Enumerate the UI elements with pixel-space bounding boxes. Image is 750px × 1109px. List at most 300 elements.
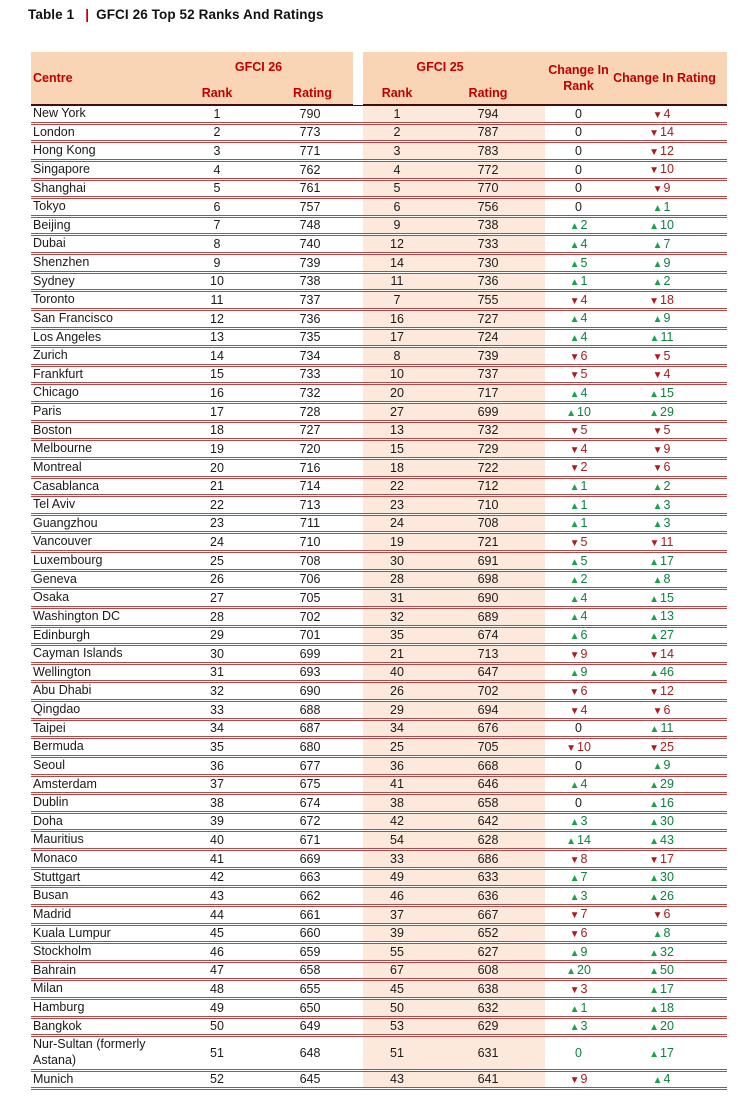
gfci25-rating-cell: 727 <box>443 309 545 328</box>
gfci25-rank-cell: 33 <box>363 850 443 869</box>
gfci26-rank-cell: 35 <box>210 739 224 754</box>
gfci25-rank-cell: 18 <box>363 458 443 477</box>
change-in-rank-cell <box>545 570 612 589</box>
gfci25-rank-cell: 21 <box>363 645 443 664</box>
change-in-rating-cell <box>612 607 727 626</box>
centre-cell: Casablanca <box>33 478 100 493</box>
header-change-in-rank: Change In Rank <box>545 52 612 105</box>
up-arrow-icon: ▲ <box>649 984 659 996</box>
centre-cell: Beijing <box>33 217 71 232</box>
change-value: 20 <box>660 1019 674 1034</box>
gfci25-rating-cell: 652 <box>443 924 545 943</box>
centre-cell: New York <box>33 106 86 120</box>
change-value: 27 <box>660 628 674 643</box>
change-value: 6 <box>663 907 671 922</box>
header-column-gap <box>353 52 363 105</box>
up-arrow-icon: ▲ <box>569 1003 580 1015</box>
gfci25-rank-cell: 16 <box>363 309 443 328</box>
change-value: 6 <box>580 628 588 643</box>
change-value: 9 <box>580 1072 588 1087</box>
table-row <box>31 682 727 701</box>
up-arrow-icon: ▲ <box>652 519 663 531</box>
gfci26-rank-cell: 37 <box>210 777 224 792</box>
gfci25-rank-cell: 3 <box>363 142 443 161</box>
change-in-rank-cell <box>545 868 612 887</box>
gfci26-rating-cell: 671 <box>299 833 321 847</box>
centre-cell: Seoul <box>33 757 65 772</box>
change-value: 3 <box>580 814 588 829</box>
centre-cell: Amsterdam <box>33 776 97 791</box>
down-arrow-icon: ▼ <box>649 537 660 549</box>
gfci25-rank-cell: 42 <box>363 812 443 831</box>
centre-cell: San Francisco <box>33 310 113 325</box>
change-in-rating-cell <box>612 682 727 701</box>
gfci25-rating-cell: 690 <box>443 589 545 608</box>
gfci25-rating-cell: 658 <box>443 794 545 813</box>
change-in-rank-cell <box>545 272 612 291</box>
gfci25-rank-cell: 43 <box>363 1070 443 1089</box>
centre-cell: Taipei <box>33 720 66 735</box>
gfci25-rating-cell: 729 <box>443 440 545 459</box>
change-value: 4 <box>580 311 588 326</box>
gfci25-rank-cell: 15 <box>363 440 443 459</box>
change-value: 4 <box>580 385 588 400</box>
change-value: 9 <box>663 255 671 270</box>
change-in-rating-cell <box>612 812 727 831</box>
change-value: 4 <box>580 292 588 307</box>
change-in-rank-cell <box>545 850 612 869</box>
centre-cell: Dubai <box>33 236 66 251</box>
gfci26-rating-cell: 661 <box>299 907 321 922</box>
up-arrow-icon: ▲ <box>649 780 659 792</box>
table-row <box>31 905 727 924</box>
up-arrow-icon: ▲ <box>649 835 659 847</box>
gfci25-rating-cell: 702 <box>443 682 545 701</box>
gfci26-rating-cell: 736 <box>299 311 321 326</box>
change-in-rank-cell <box>545 719 612 738</box>
change-value: 12 <box>660 143 674 158</box>
change-value: 1 <box>580 479 588 494</box>
down-arrow-icon: ▼ <box>649 128 659 140</box>
change-in-rating-cell <box>612 421 727 440</box>
change-in-rank-cell <box>545 980 612 999</box>
change-value: 0 <box>575 125 582 140</box>
change-value: 10 <box>660 218 674 233</box>
change-in-rating-cell <box>612 887 727 906</box>
gfci26-rank-cell: 15 <box>210 367 224 382</box>
change-value: 26 <box>660 888 674 903</box>
gfci25-rating-cell: 608 <box>443 961 545 980</box>
table-body <box>31 105 727 1089</box>
change-value: 0 <box>575 795 582 810</box>
change-value: 9 <box>663 758 671 773</box>
table-row <box>31 160 727 179</box>
gfci25-rating-cell: 710 <box>443 496 545 515</box>
centre-cell: Montreal <box>33 459 82 474</box>
centre-cell: Shenzhen <box>33 255 90 269</box>
centre-cell: Zurich <box>33 348 68 363</box>
gfci25-rating-cell: 632 <box>443 999 545 1018</box>
up-arrow-icon: ▲ <box>569 482 580 494</box>
gfci25-rank-cell: 23 <box>363 496 443 515</box>
change-in-rank-cell <box>545 887 612 906</box>
change-value: 10 <box>660 162 674 177</box>
gfci26-rating-cell: 663 <box>299 870 321 885</box>
change-in-rank-cell <box>545 999 612 1018</box>
change-in-rating-cell <box>612 645 727 664</box>
change-value: 3 <box>580 888 588 903</box>
up-arrow-icon: ▲ <box>649 947 659 959</box>
centre-cell: Los Angeles <box>33 329 102 344</box>
change-in-rating-cell <box>612 235 727 254</box>
table-row <box>31 328 727 347</box>
centre-cell: Singapore <box>33 161 90 176</box>
change-in-rating-cell <box>612 831 727 850</box>
up-arrow-icon: ▲ <box>652 277 663 289</box>
gfci25-rank-cell: 1 <box>363 105 443 123</box>
up-arrow-icon: ▲ <box>569 575 580 587</box>
centre-cell: Hong Kong <box>33 143 96 158</box>
gfci26-rating-cell: 674 <box>299 795 321 810</box>
gfci26-rating-cell: 705 <box>299 590 321 605</box>
gfci26-rating-cell: 702 <box>299 609 321 624</box>
centre-cell: Busan <box>33 888 69 903</box>
change-in-rating-cell <box>612 701 727 720</box>
change-value: 14 <box>660 646 674 661</box>
up-arrow-icon: ▲ <box>652 500 663 512</box>
gfci25-rank-cell: 35 <box>363 626 443 645</box>
change-value: 9 <box>580 665 588 680</box>
change-in-rank-cell <box>545 831 612 850</box>
up-arrow-icon: ▲ <box>649 631 659 643</box>
gfci25-rating-cell: 691 <box>443 552 545 571</box>
header-gfci26-rating: Rating <box>262 82 363 105</box>
up-arrow-icon: ▲ <box>569 333 580 345</box>
gfci26-rating-cell: 660 <box>299 926 321 941</box>
gfci25-rank-cell: 30 <box>363 552 443 571</box>
gfci26-rating-cell: 711 <box>300 516 320 531</box>
gfci25-rank-cell: 37 <box>363 905 443 924</box>
gfci26-rank-cell: 34 <box>210 721 224 736</box>
change-in-rank-cell <box>545 365 612 384</box>
change-value: 5 <box>580 553 588 568</box>
change-value: 0 <box>575 162 582 177</box>
change-value: 6 <box>580 348 588 363</box>
gfci25-rank-cell: 20 <box>363 384 443 403</box>
table-row <box>31 1017 727 1036</box>
change-in-rating-cell <box>612 272 727 291</box>
gfci26-rank-cell: 36 <box>210 758 224 773</box>
change-in-rating-cell <box>612 384 727 403</box>
down-arrow-icon: ▼ <box>652 370 663 382</box>
gfci25-rating-cell: 627 <box>443 943 545 962</box>
change-value: 14 <box>577 832 591 847</box>
table-row <box>31 738 727 757</box>
gfci25-rank-cell: 41 <box>363 775 443 794</box>
gfci25-rank-cell: 28 <box>363 570 443 589</box>
change-value: 1 <box>580 1000 588 1015</box>
gfci26-rank-cell: 45 <box>210 926 224 941</box>
centre-cell: Luxembourg <box>33 553 103 567</box>
gfci25-rating-cell: 628 <box>443 831 545 850</box>
down-arrow-icon: ▼ <box>649 742 659 754</box>
up-arrow-icon: ▲ <box>569 780 580 792</box>
gfci25-rating-cell: 721 <box>443 533 545 552</box>
change-value: 30 <box>660 870 674 885</box>
gfci25-rank-cell: 40 <box>363 663 443 682</box>
gfci25-rating-cell: 667 <box>443 905 545 924</box>
gfci26-rating-cell: 687 <box>299 721 321 736</box>
down-arrow-icon: ▼ <box>569 463 580 475</box>
gfci25-rank-cell: 8 <box>363 347 443 366</box>
gfci26-rating-cell: 739 <box>299 255 321 270</box>
gfci26-rank-cell: 41 <box>210 851 224 866</box>
table-row <box>31 980 727 999</box>
change-in-rank-cell <box>545 347 612 366</box>
change-in-rank-cell <box>545 1017 612 1036</box>
gfci25-rating-cell: 646 <box>443 775 545 794</box>
gfci26-rank-cell: 32 <box>210 684 224 698</box>
table-row <box>31 496 727 515</box>
table-row <box>31 272 727 291</box>
table-row <box>31 533 727 552</box>
down-arrow-icon: ▼ <box>652 109 663 121</box>
change-in-rating-cell <box>612 719 727 738</box>
gfci25-rating-cell: 631 <box>443 1036 545 1071</box>
change-in-rating-cell <box>612 1017 727 1036</box>
change-in-rank-cell <box>545 291 612 310</box>
gfci26-rating-cell: 693 <box>299 665 321 680</box>
down-arrow-icon: ▼ <box>569 984 580 996</box>
change-in-rank-cell <box>545 198 612 217</box>
gfci25-rating-cell: 770 <box>443 179 545 198</box>
up-arrow-icon: ▲ <box>569 239 580 251</box>
change-value: 17 <box>660 981 674 996</box>
down-arrow-icon: ▼ <box>652 705 663 717</box>
centre-cell: Nur-Sultan (formerly Astana) <box>33 1037 146 1067</box>
gfci26-rating-cell: 659 <box>299 944 321 959</box>
table-row <box>31 961 727 980</box>
down-arrow-icon: ▼ <box>569 444 580 456</box>
centre-cell: Edinburgh <box>33 627 90 642</box>
up-arrow-icon: ▲ <box>569 668 580 680</box>
table-row <box>31 179 727 198</box>
gfci26-rating-cell: 701 <box>299 628 321 643</box>
gfci26-rating-cell: 735 <box>299 330 321 345</box>
change-value: 10 <box>577 404 591 419</box>
centre-cell: Monaco <box>33 851 78 865</box>
change-in-rating-cell <box>612 663 727 682</box>
up-arrow-icon: ▲ <box>649 556 659 568</box>
gfci25-rating-cell: 629 <box>443 1017 545 1036</box>
change-value: 7 <box>663 236 671 251</box>
change-value: 5 <box>580 255 588 270</box>
table-row <box>31 552 727 571</box>
table-row <box>31 458 727 477</box>
table-header <box>31 52 727 105</box>
gfci25-rank-cell: 2 <box>363 123 443 142</box>
gfci26-rank-cell: 18 <box>210 423 224 438</box>
down-arrow-icon: ▼ <box>649 295 659 307</box>
change-value: 4 <box>580 609 588 624</box>
up-arrow-icon: ▲ <box>649 1048 659 1060</box>
gfci25-rank-cell: 29 <box>363 701 443 720</box>
gfci25-rating-cell: 668 <box>443 756 545 775</box>
gfci26-rank-cell: 22 <box>210 497 224 512</box>
change-value: 9 <box>580 944 588 959</box>
centre-cell: Shanghai <box>33 180 86 195</box>
change-in-rank-cell <box>545 514 612 533</box>
change-value: 2 <box>580 572 588 587</box>
gfci26-rating-cell: 720 <box>299 441 321 456</box>
gfci25-rating-cell: 736 <box>443 272 545 291</box>
gfci26-rank-cell: 44 <box>210 907 224 922</box>
gfci25-rank-cell: 24 <box>363 514 443 533</box>
change-value: 1 <box>580 497 588 512</box>
gfci26-rating-cell: 680 <box>299 739 321 754</box>
up-arrow-icon: ▲ <box>649 1003 659 1015</box>
change-value: 4 <box>663 106 671 121</box>
gfci25-rank-cell: 54 <box>363 831 443 850</box>
table-row <box>31 924 727 943</box>
table-row <box>31 645 727 664</box>
down-arrow-icon: ▼ <box>649 649 659 661</box>
table-row <box>31 1036 727 1071</box>
gfci26-rank-cell: 49 <box>210 1000 224 1015</box>
gfci25-rank-cell: 55 <box>363 943 443 962</box>
change-value: 6 <box>580 683 588 698</box>
change-in-rank-cell <box>545 943 612 962</box>
down-arrow-icon: ▼ <box>652 910 663 922</box>
change-value: 18 <box>660 1000 674 1015</box>
change-value: 15 <box>660 590 674 605</box>
gfci25-rank-cell: 7 <box>363 291 443 310</box>
change-value: 6 <box>663 460 671 475</box>
change-in-rating-cell <box>612 514 727 533</box>
gfci25-rating-cell: 724 <box>443 328 545 347</box>
change-in-rank-cell <box>545 738 612 757</box>
centre-cell: Tokyo <box>33 199 66 214</box>
change-value: 3 <box>663 516 671 531</box>
change-in-rank-cell <box>545 235 612 254</box>
gfci26-rank-cell: 27 <box>210 590 224 605</box>
table-row <box>31 309 727 328</box>
change-value: 14 <box>660 125 674 140</box>
up-arrow-icon: ▲ <box>649 966 659 978</box>
ranks-table <box>31 52 727 1090</box>
gfci26-rank-cell: 28 <box>210 609 224 624</box>
up-arrow-icon: ▲ <box>569 612 580 624</box>
change-value: 17 <box>660 553 674 568</box>
table-row <box>31 570 727 589</box>
gfci25-rating-cell: 787 <box>443 123 545 142</box>
change-in-rating-cell <box>612 403 727 422</box>
gfci25-rating-cell: 674 <box>443 626 545 645</box>
gfci25-rank-cell: 12 <box>363 235 443 254</box>
centre-cell: Milan <box>33 981 63 996</box>
change-in-rank-cell <box>545 384 612 403</box>
gfci26-rating-cell: 734 <box>299 348 321 363</box>
change-value: 13 <box>660 609 674 624</box>
up-arrow-icon: ▲ <box>566 966 576 978</box>
up-arrow-icon: ▲ <box>652 314 663 326</box>
change-in-rating-cell <box>612 1070 727 1089</box>
table-row <box>31 701 727 720</box>
change-value: 11 <box>660 330 674 345</box>
gfci26-rating-cell: 716 <box>299 460 321 475</box>
change-value: 29 <box>660 777 674 792</box>
up-arrow-icon: ▲ <box>649 1022 659 1034</box>
gfci26-rank-cell: 46 <box>210 944 224 959</box>
gfci26-rank-cell: 11 <box>210 292 224 307</box>
centre-cell: Wellington <box>33 664 92 679</box>
centre-cell: Washington DC <box>33 608 121 623</box>
change-value: 0 <box>575 721 582 736</box>
change-in-rating-cell <box>612 905 727 924</box>
gfci25-rating-cell: 698 <box>443 570 545 589</box>
gfci26-rank-cell: 31 <box>210 665 224 680</box>
gfci26-rank-cell: 30 <box>210 646 224 661</box>
up-arrow-icon: ▲ <box>652 761 663 773</box>
gfci26-rating-cell: 771 <box>299 143 321 158</box>
table-row <box>31 403 727 422</box>
gfci26-rating-cell: 713 <box>299 497 321 512</box>
table-row <box>31 291 727 310</box>
table-row <box>31 775 727 794</box>
table-row <box>31 887 727 906</box>
up-arrow-icon: ▲ <box>652 575 663 587</box>
gfci26-rating-cell: 677 <box>299 758 321 773</box>
change-in-rating-cell <box>612 458 727 477</box>
change-value: 9 <box>663 441 671 456</box>
change-value: 8 <box>663 572 671 587</box>
gfci25-rating-cell: 783 <box>443 142 545 161</box>
change-value: 4 <box>580 330 588 345</box>
gfci25-rating-cell: 738 <box>443 216 545 235</box>
gfci25-rating-cell: 733 <box>443 235 545 254</box>
centre-cell: Munich <box>33 1071 74 1086</box>
change-value: 7 <box>580 870 588 885</box>
header-gfci25-rank: Rank <box>363 82 443 105</box>
up-arrow-icon: ▲ <box>649 593 659 605</box>
gfci26-rating-cell: 714 <box>299 479 321 494</box>
table-row <box>31 216 727 235</box>
gfci26-rating-cell: 710 <box>299 535 321 549</box>
change-in-rating-cell <box>612 179 727 198</box>
change-in-rating-cell <box>612 794 727 813</box>
change-value: 2 <box>663 479 671 494</box>
up-arrow-icon: ▲ <box>649 333 660 345</box>
gfci26-rating-cell: 733 <box>299 367 321 382</box>
table-row <box>31 831 727 850</box>
down-arrow-icon: ▼ <box>652 463 663 475</box>
change-in-rating-cell <box>612 850 727 869</box>
gfci26-rating-cell: 761 <box>299 181 321 196</box>
centre-cell: Tel Aviv <box>33 497 76 512</box>
gfci26-rating-cell: 655 <box>299 982 321 996</box>
change-in-rating-cell <box>612 626 727 645</box>
gfci26-rating-cell: 738 <box>299 274 321 289</box>
table-row <box>31 589 727 608</box>
centre-cell: Frankfurt <box>33 366 84 381</box>
change-in-rank-cell <box>545 961 612 980</box>
gfci26-rank-cell: 12 <box>210 311 224 326</box>
gfci25-rank-cell: 11 <box>363 272 443 291</box>
gfci26-rating-cell: 690 <box>299 684 321 698</box>
gfci26-rating-cell: 727 <box>299 423 321 438</box>
down-arrow-icon: ▼ <box>569 1075 580 1087</box>
change-in-rank-cell <box>545 552 612 571</box>
